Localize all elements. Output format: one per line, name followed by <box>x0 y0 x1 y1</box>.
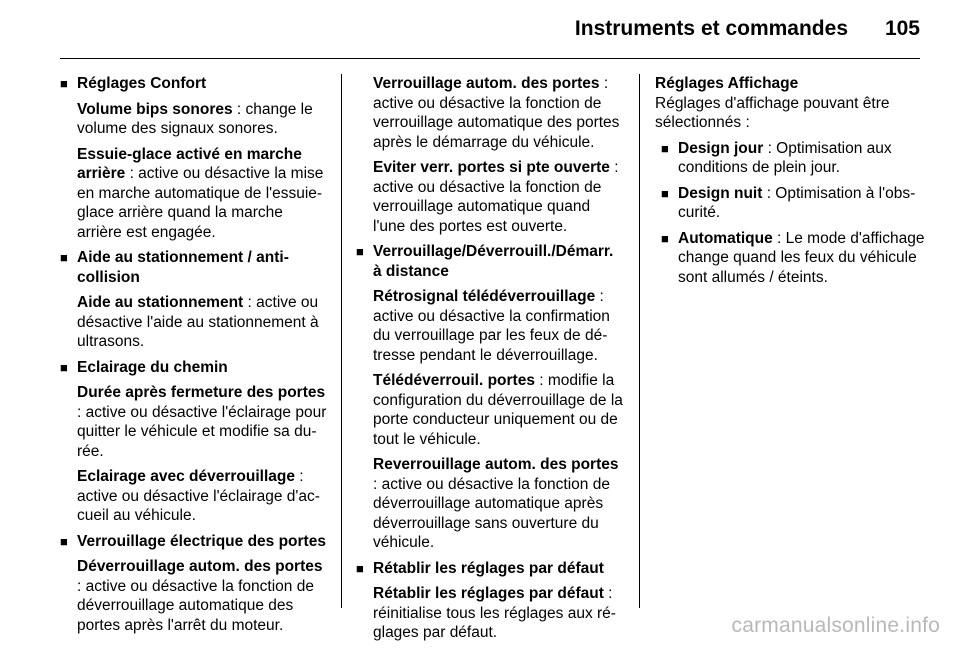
section-intro: Réglages d'affichage pouvant être sélectionnés : <box>655 94 890 131</box>
list-item-day-design <box>661 139 925 178</box>
header-divider <box>60 58 920 59</box>
section-title: Rétablir les réglages par défaut <box>373 559 604 577</box>
setting-description: Volume bips sonores : change le volume des signaux sonores. <box>77 100 313 137</box>
setting-description: Eclairage avec déverrouillage : active ou désactive l'éclairage d'accueil au véhicule. <box>77 468 320 524</box>
list-item-parking-assist <box>60 248 328 352</box>
list-item-automatic <box>661 229 925 288</box>
setting-description: Essuie-glace activé en marche arrière : active ou désactive la mise en marche automatique de l'essuie-glace arrière quand la marche arrière est engagée. <box>77 145 324 241</box>
bullet-icon: ■ <box>60 359 68 375</box>
page-header-title: Instruments et commandes <box>574 17 848 40</box>
setting-description: Aide au stationnement : active ou désactive l'aide au stationnement à ultrasons. <box>77 294 319 350</box>
column-divider-2 <box>639 74 640 608</box>
section-title: Réglages Affichage <box>655 75 799 92</box>
bullet-icon: ■ <box>60 250 68 265</box>
section-title: Eclairage du chemin <box>77 358 228 376</box>
column-3 <box>655 74 925 293</box>
list-item-remote-lock <box>356 242 626 553</box>
bullet-icon: ■ <box>661 185 669 201</box>
section-title: Aide au stationnement / anti-collision <box>77 249 289 286</box>
watermark: carmanualsonline.info <box>731 614 940 637</box>
list-item-restore-defaults <box>356 559 626 643</box>
list-item-path-lighting <box>60 358 328 526</box>
setting-description: Design jour : Optimisation aux conditions de plein jour. <box>678 139 892 176</box>
page-number: 105 <box>884 17 920 40</box>
bullet-icon: ■ <box>60 533 68 549</box>
section-title: Verrouillage électrique des portes <box>77 532 326 550</box>
list-item-power-door-locks <box>60 532 328 636</box>
setting-description: Reverrouillage autom. des portes : active ou désactive la fonction de déverrouillage automatique après déverrouillage sans ouverture du véhicule. <box>373 456 619 551</box>
bullet-icon: ■ <box>356 244 364 259</box>
column-divider-1 <box>341 74 342 608</box>
setting-description: Télédéverrouil. portes : modifie la configuration du déverrouillage de la porte conducteur uniquement ou de tout le véhicule. <box>373 372 623 448</box>
list-item-comfort-settings <box>60 74 328 242</box>
list-item-night-design <box>661 184 925 223</box>
section-title: Réglages Confort <box>77 75 207 92</box>
column-1 <box>60 74 328 641</box>
setting-description: Rétablir les réglages par défaut : réinitialise tous les réglages aux réglages par défaut. <box>373 585 616 641</box>
list-item-continuation <box>356 74 626 236</box>
setting-description: Verrouillage autom. des portes : active ou désactive la fonction de verrouillage automatique des portes après le démarrage du véhicule. <box>373 75 620 151</box>
setting-description: Eviter verr. portes si pte ouverte : active ou désactive la fonction de verrouillage automatique quand l'une des portes est ouverte. <box>373 159 619 235</box>
setting-description: Déverrouillage autom. des portes : active ou désactive la fonction de déverrouillage automatique des portes après l'arrêt du moteur. <box>77 558 323 634</box>
setting-description: Durée après fermeture des portes : active ou désactive l'éclairage pour quitter le véhicule et modifie sa durée. <box>77 384 327 460</box>
section-title: Verrouillage/Déverrouill./Démarr. à distance <box>373 243 614 280</box>
setting-description: Design nuit : Optimisation à l'obscurité. <box>678 184 916 221</box>
column-2 <box>356 74 626 649</box>
setting-description: Rétrosignal télédéverrouillage : active ou désactive la confirmation du verrouillage par les feux de détresse pendant le déverrouillage. <box>373 288 610 364</box>
bullet-icon: ■ <box>60 76 68 91</box>
bullet-icon: ■ <box>356 560 364 576</box>
bullet-icon: ■ <box>661 140 669 156</box>
bullet-icon: ■ <box>661 230 669 246</box>
setting-description: Automatique : Le mode d'affichage change quand les feux du véhicule sont allumés / éteints. <box>678 229 925 286</box>
